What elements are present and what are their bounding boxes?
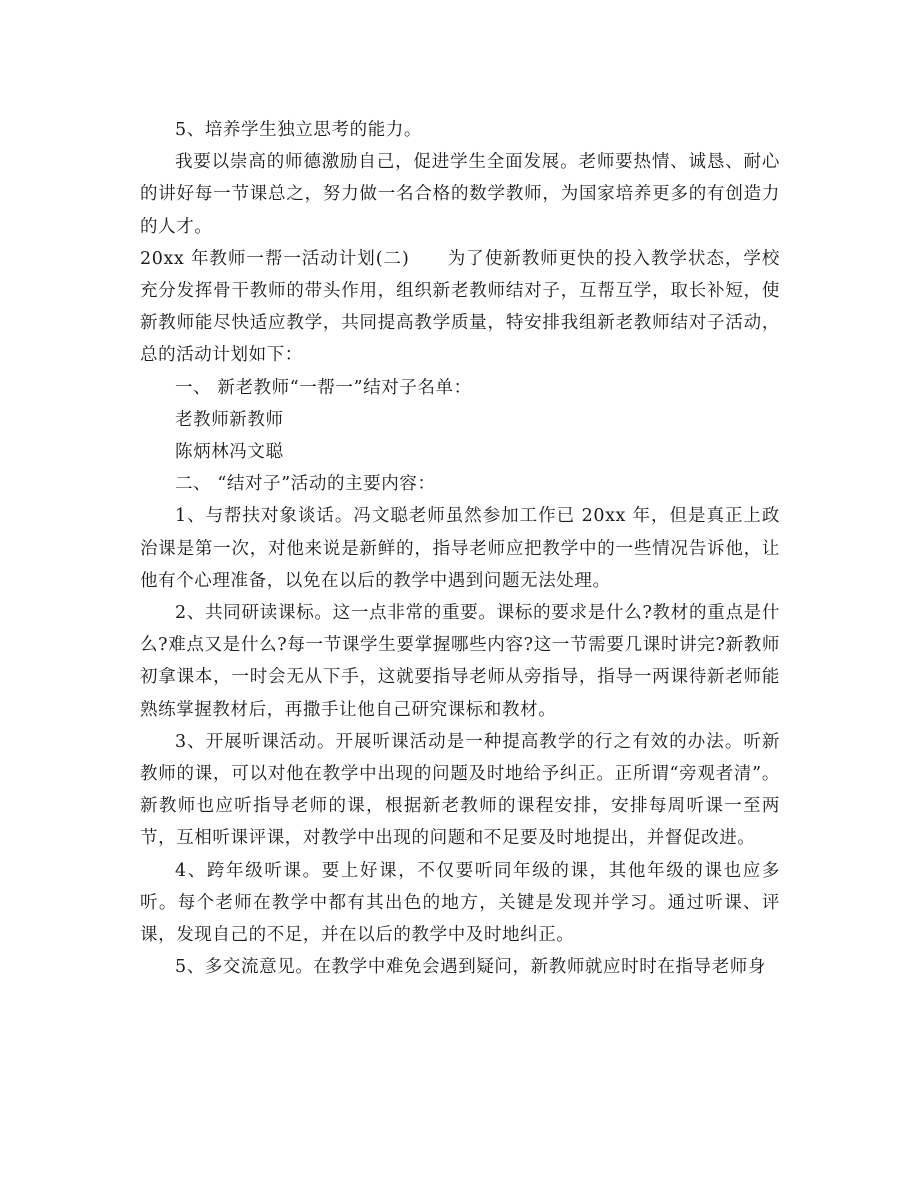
paragraph-item-5: 5、多交流意见。在教学中难免会遇到疑问，新教师就应时时在指导老师身 bbox=[175, 957, 766, 978]
document-body bbox=[140, 114, 780, 983]
paragraph-teacher-ethics: 我要以崇高的师德激励自己，促进学生全面发展。老师要热情、诚恳、耐心的讲好每一节课总之，努力做一名合格的数学教师，为国家培养更多的有创造力的人才。 bbox=[140, 152, 780, 237]
paragraph-item-3: 3、开展听课活动。开展听课活动是一种提高教学的行之有效的办法。听新教师的课，可以对他在教学中出现的问题及时地给予纠正。正所谓“旁观者清”。新教师也应听指导老师的课，根据新老教师的课程安排，安排每周听课一至两节，互相听课评课，对教学中出现的问题和不足要及时地提出，并督促改进。 bbox=[140, 731, 780, 849]
paragraph-item-4: 4、跨年级听课。要上好课，不仅要听同年级的课，其他年级的课也应多听。每个老师在教学中都有其出色的地方，关键是发现并学习。通过听课、评课，发现自己的不足，并在以后的教学中及时地纠正。 bbox=[140, 860, 780, 946]
paragraph-item-2: 2、共同研读课标。这一点非常的重要。课标的要求是什么?教材的重点是什么?难点又是什么?每一节课学生要掌握哪些内容?这一节需要几课时讲完?新教师初拿课本，一时会无从下手，这就要指导老师从旁指导，指导一两课待新老师能熟练掌握教材后，再撒手让他自己研究课标和教材。 bbox=[140, 603, 780, 720]
paragraph-item-1: 1、与帮扶对象谈话。冯文聪老师虽然参加工作已 20xx 年，但是真正上政治课是第一次，对他来说是新鲜的，指导老师应把教学中的一些情况告诉他，让他有个心理准备，以免在以后的教学中遇到问题无法处理。 bbox=[140, 506, 780, 591]
pairing-list-row: 陈炳林冯文聪 bbox=[175, 442, 284, 463]
paragraph-plan-intro bbox=[140, 243, 780, 372]
paragraph-training-goal: 5、培养学生独立思考的能力。 bbox=[175, 120, 423, 140]
section-heading-main-content: 二、 “结对子”活动的主要内容： bbox=[175, 474, 436, 495]
plan-title: 20xx 年教师一帮一活动计划(二) bbox=[140, 248, 410, 269]
plan-intro-text: 为了使新教师更快的投入教学状态，学校充分发挥骨干教师的带头作用，组织新老教师结对子，互帮互学，取长补短，使新教师能尽快适应教学，共同提高教学质量，特安排我组新老教师结对子活动，总的活动计划如下： bbox=[140, 248, 780, 366]
section-heading-pairing-list: 一、 新老教师“一帮一”结对子名单： bbox=[175, 377, 472, 398]
pairing-list-header: 老教师新教师 bbox=[175, 409, 284, 430]
